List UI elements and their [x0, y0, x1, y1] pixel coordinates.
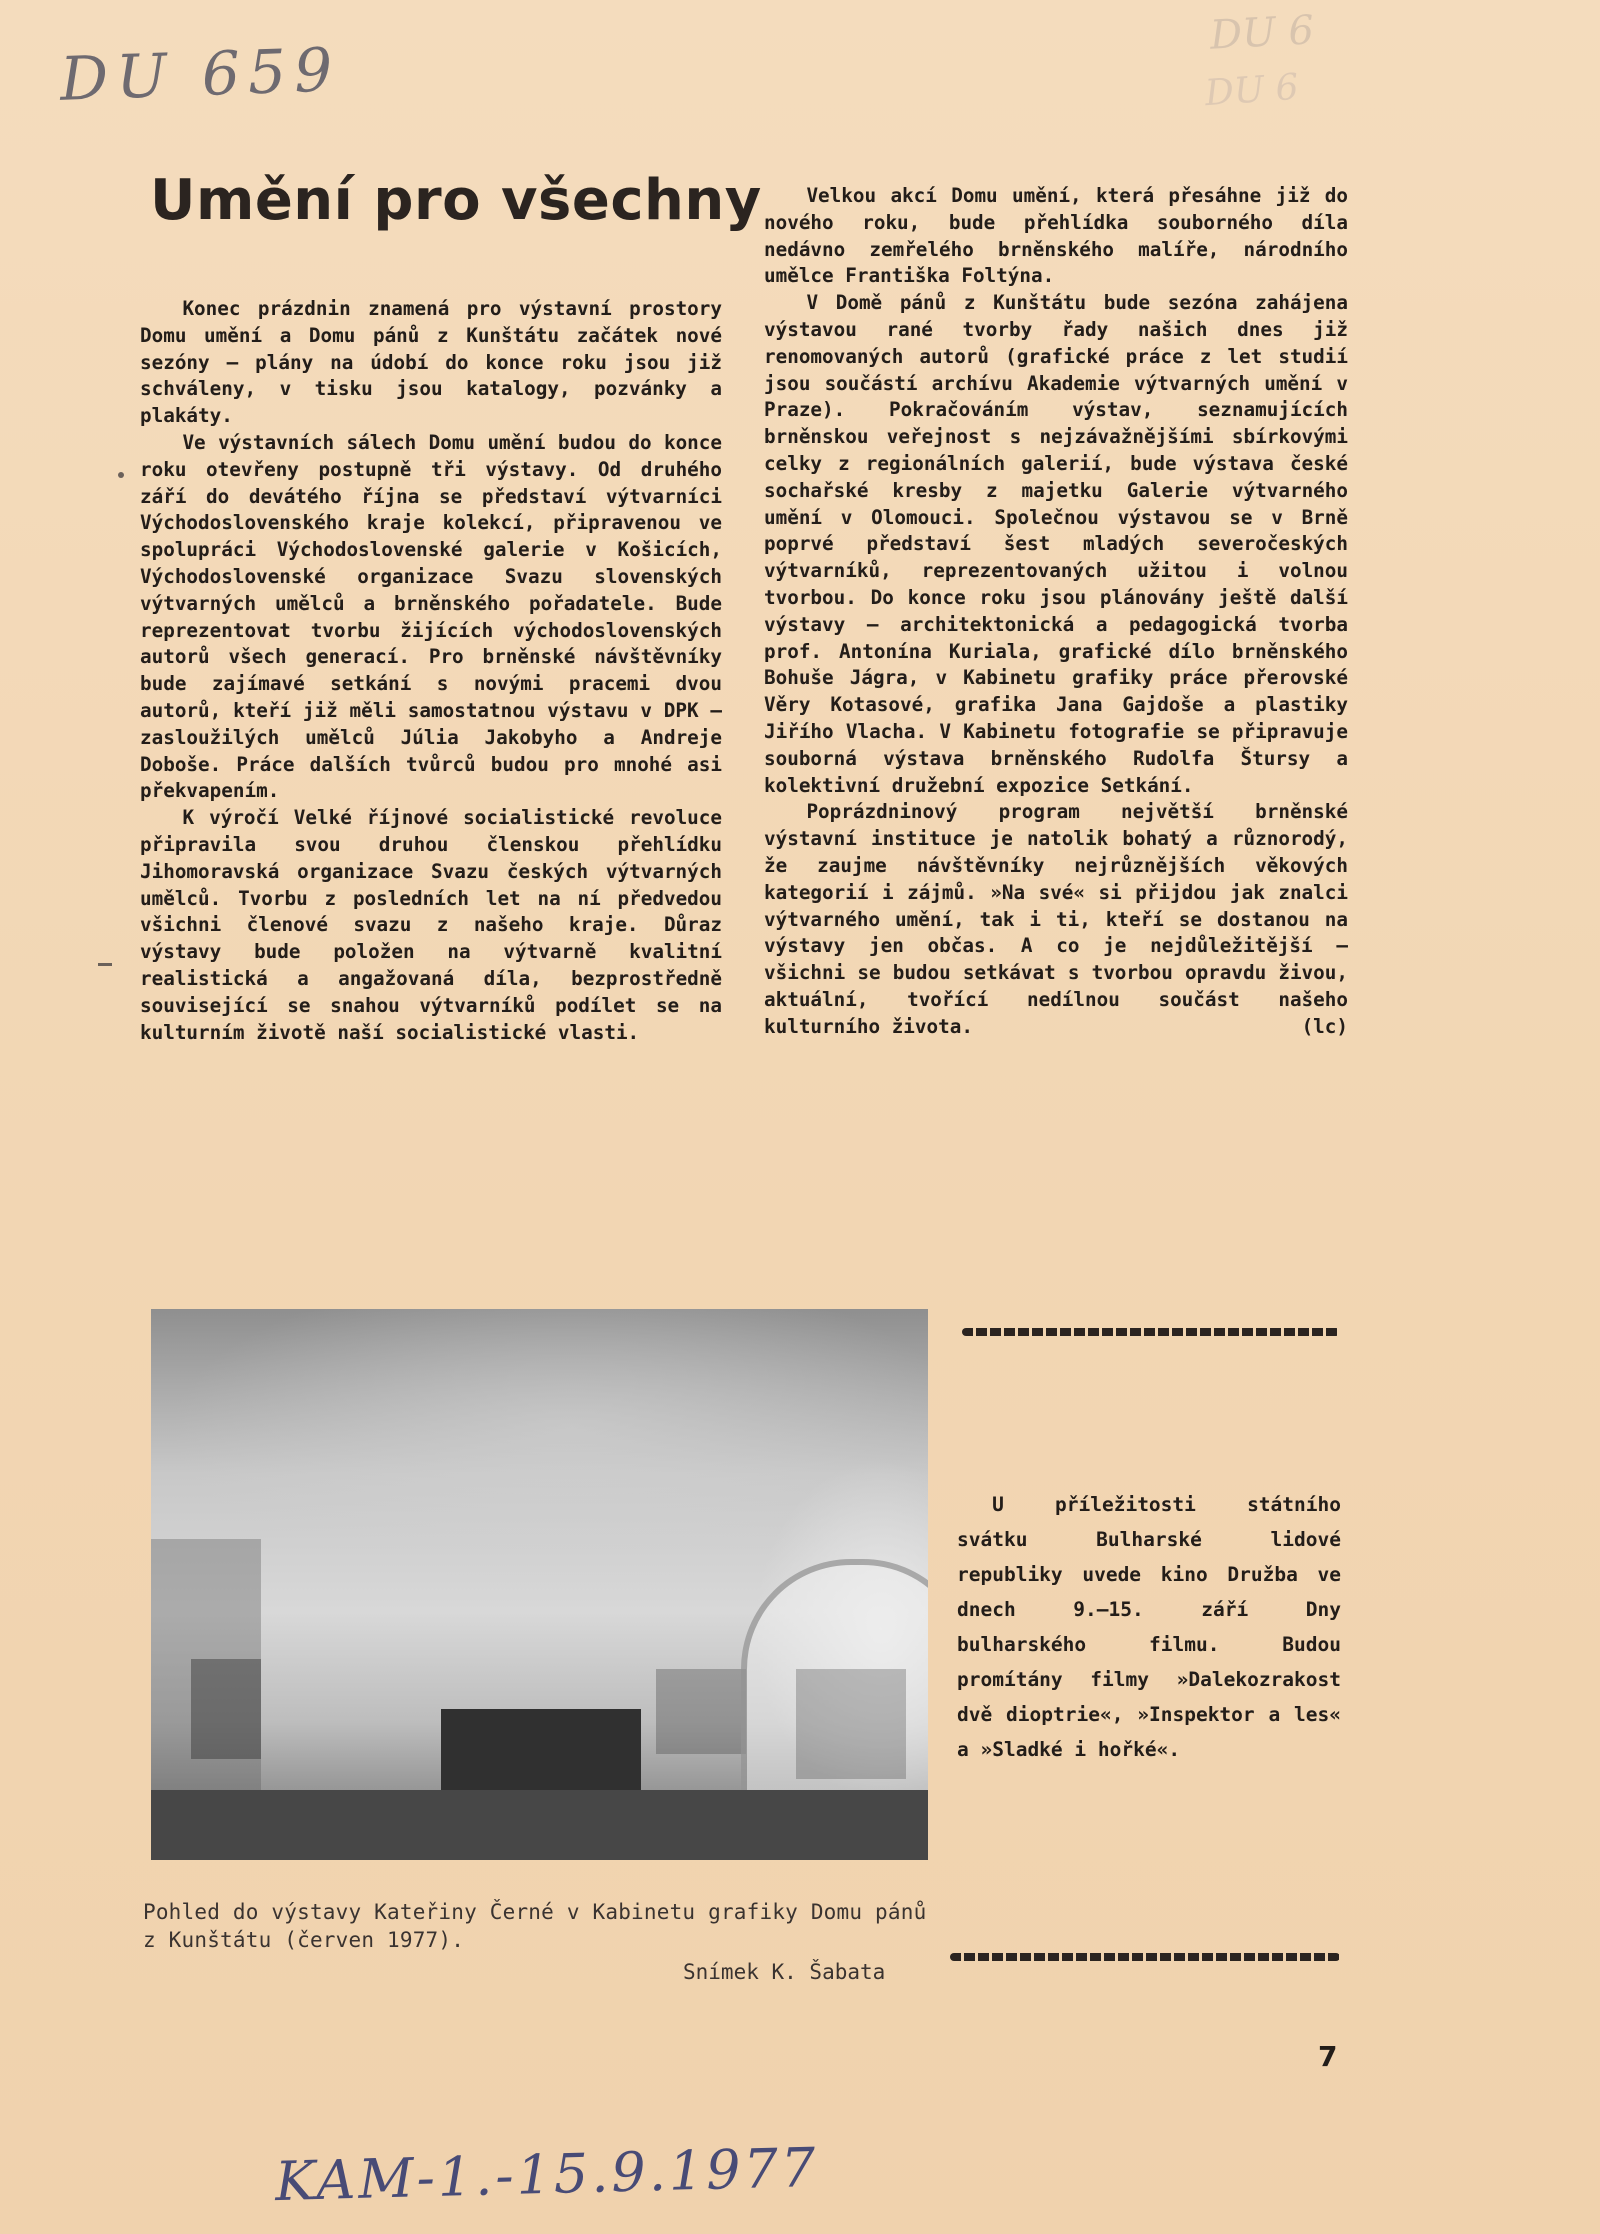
article-column-right [764, 183, 1348, 1041]
article-paragraph: V Domě pánů z Kunštátu bude sezóna zahájena výstavou rané tvorby řady našich dnes již renomovaných autorů (grafické práce z let studií jsou součástí archívu Akademie výtvarných umění v Praze). Pokračováním výstav, seznamujících brněnskou veřejnost s nejzávažnějšími sbírkovými celky z regionálních galerií, bude výstava české sochařské kresby z majetku Galerie výtvarného umění v Olomouci. Společnou výstavou se v Brně poprvé představí šest mladých severočeských výtvarníků, reprezentovaných užitou i volnou tvorbou. Do konce roku jsou plánovány ještě další výstavy — architektonická a pedagogická tvorba prof. Antonína Kuriala, grafické dílo brněnského Bohuše Jágra, v Kabinetu grafiky práce přerovské Věry Kotasové, grafika Jana Gajdoše a plastiky Jiřího Vlacha. V Kabinetu fotografie se připravuje souborná výstava brněnského Rudolfa Štursy a kolektivní družební expozice Setkání. [764, 291, 1348, 797]
article-paragraph: Velkou akcí Domu umění, která přesáhne již do nového roku, bude přehlídka souborného díla nedávno zemřelého brněnského malíře, národního umělce Františka Foltýna. [764, 184, 1348, 288]
photo-caption: Pohled do výstavy Kateřiny Černé v Kabinetu grafiky Domu pánů z Kunštátu (červen 1977). [143, 1900, 927, 1952]
archive-mark-top-right-2: DU 6 [1203, 66, 1300, 115]
article-column-left [140, 296, 722, 1046]
article-paragraph-text: Poprázdninový program největší brněnské výstavní instituce je natolik bohatý a různorodý, že zaujme návštěvníky nejrůznějších věkových kategorií i zájmů. »Na své« si přijdou jak znalci výtvarného umění, tak i ti, kteří se dostanou na výstavy jen občas. A co je nejdůležitější — všichni se budou setkávat s tvorbou opravdu živou, aktuální, tvořící nedílnou součást našeho kulturního života. [764, 800, 1348, 1038]
article-paragraph: Konec prázdnin znamená pro výstavní prostory Domu umění a Domu pánů z Kunštátu začátek nové sezóny — plány na údobí do konce roku jsou již schváleny, v tisku jsou katalogy, pozvánky a plakáty. [140, 297, 722, 428]
photo-artwork-left [191, 1659, 261, 1759]
photo-doorway [441, 1709, 641, 1799]
article-paragraph: Ve výstavních sálech Domu umění budou do konce roku otevřeny postupně tři výstavy. Od druhého září do devátého října se představí výtvarníci Východoslovenského kraje kolekcí, připravenou ve spolupráci Východoslovenské galerie v Košicích, Východoslovenské organizace Svazu slovenských výtvarných umělců a brněnského pořadatele. Bude reprezentovat tvorbu žijících východoslovenských autorů všech generací. Pro brněnské návštěvníky bude zajímavé setkání s novými pracemi dvou autorů, kteří již měli samostatnou výstavu v DPK — zasloužilých umělců Júlia Jakobyho a Andreje Doboše. Práce dalších tvůrců budou pro mnohé asi překvapením. [140, 430, 722, 803]
margin-dot [118, 472, 124, 478]
archive-mark-bottom: KAM-1.-15.9.1977 [274, 2135, 820, 2214]
photo-artwork-right [796, 1669, 906, 1779]
margin-dash [98, 963, 112, 966]
article-paragraph: K výročí Velké říjnové socialistické revoluce připravila svou druhou členskou přehlídku Jihomoravská organizace Svazu českých výtvarných umělců. Tvorbu z posledních let na ní předvedou všichni členové svazu z našeho kraje. Důraz výstavy bude položen na výtvarně kvalitní realistická a angažovaná díla, bezprostředně související se snahou výtvarníků podílet se na kulturním životě naší socialistické vlasti. [140, 806, 722, 1044]
page-number: 7 [1318, 2040, 1338, 2073]
ornamental-divider-top [962, 1328, 1340, 1336]
exhibition-photo [151, 1309, 928, 1860]
photo-floor [151, 1790, 928, 1860]
ornamental-divider-bottom [950, 1953, 1340, 1961]
article-signature: (lc) [1301, 1014, 1348, 1038]
archive-mark-top-left: DU 659 [58, 35, 342, 115]
sidebar-notice [957, 1487, 1341, 1767]
article-headline: Umění pro všechny [150, 168, 762, 233]
photo-credit: Snímek K. Šabata [683, 1960, 886, 1984]
archive-mark-top-right-1: DU 6 [1208, 7, 1316, 59]
sidebar-notice-text: U příležitosti státního svátku Bulharské lidové republiky uvede kino Družba ve dnech 9.—15. září Dny bulharského filmu. Budou promítány filmy »Dalekozrakost dvě dioptrie«, »Inspektor a les« a »Sladké i hořké«. [957, 1493, 1341, 1761]
photo-artwork-center [656, 1669, 746, 1754]
article-paragraph [764, 799, 1348, 1040]
